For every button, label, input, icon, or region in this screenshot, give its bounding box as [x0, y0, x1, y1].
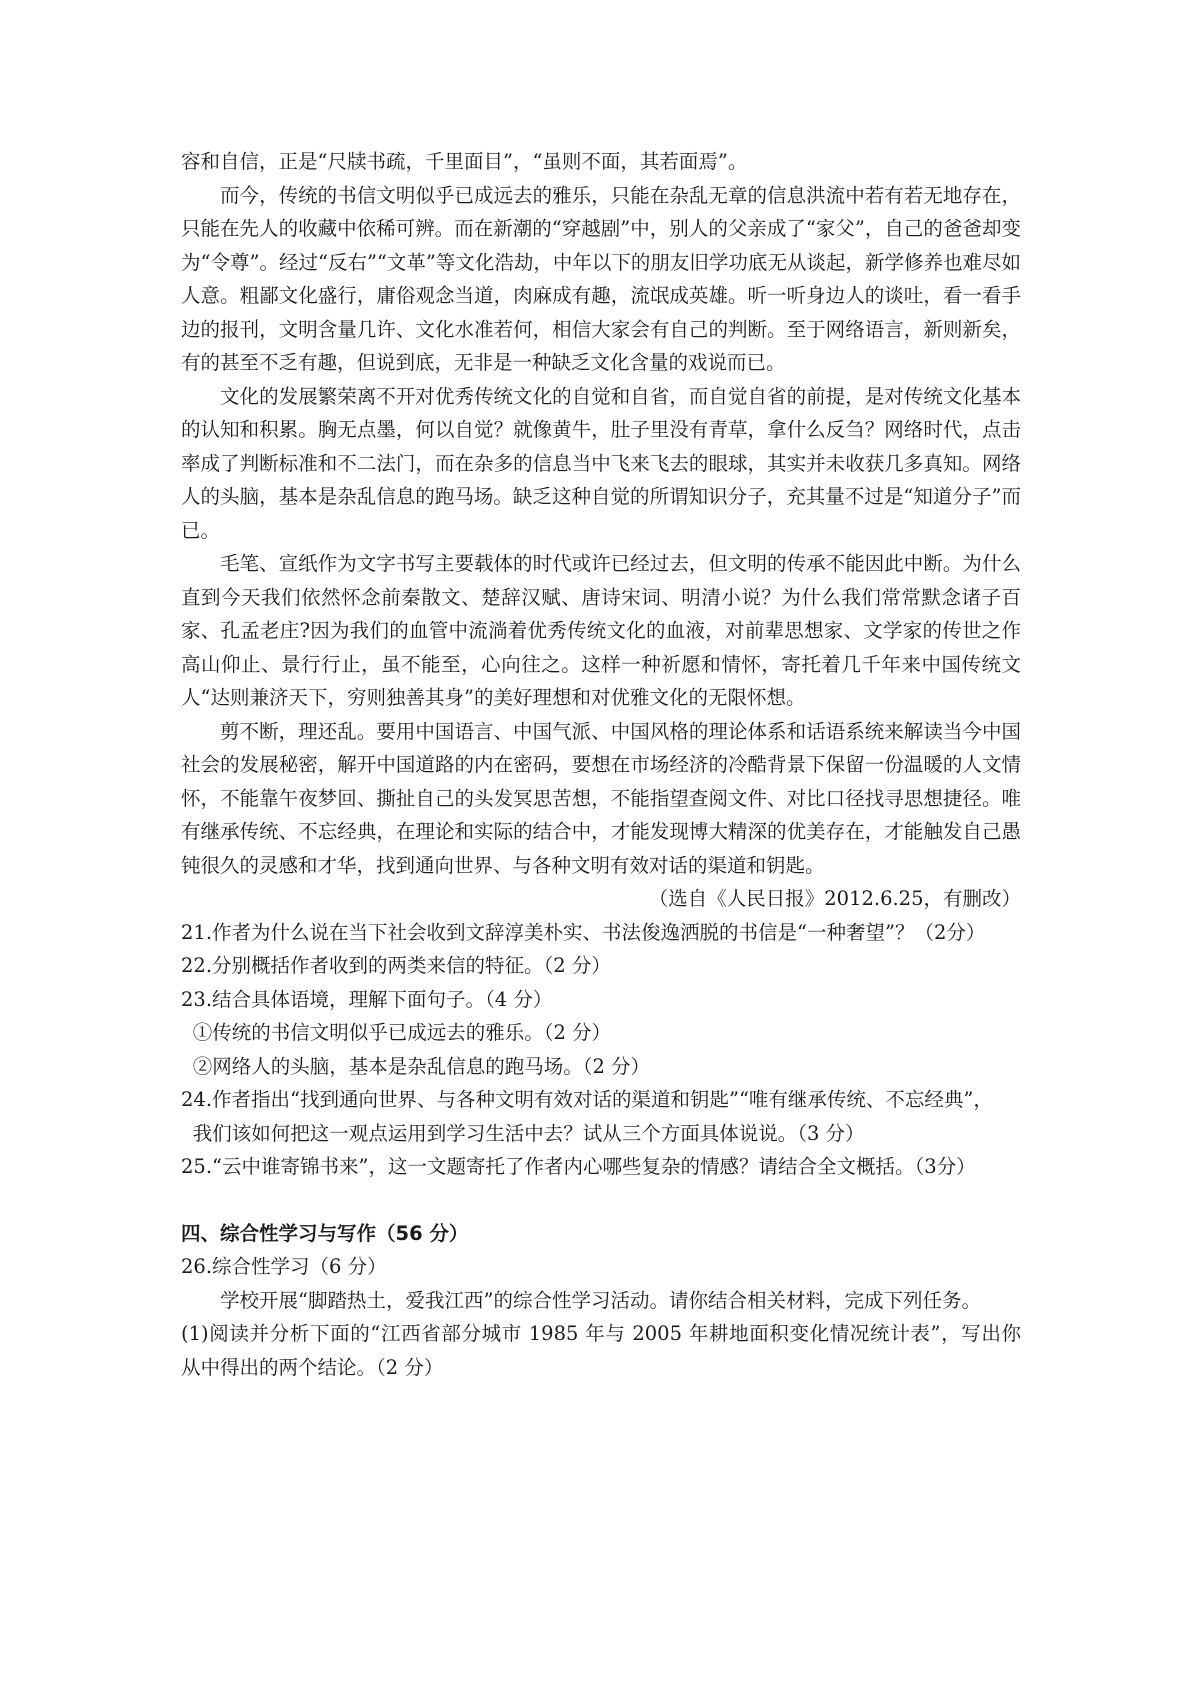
question-23-item-2: ②网络人的头脑，基本是杂乱信息的跑马场。（2 分）	[192, 1054, 651, 1078]
question-24: 24.作者指出“找到通向世界、与各种文明有效对话的渠道和钥匙”“唯有继承传统、不忘经典”，	[181, 1088, 993, 1111]
question-25: 25.“云中谁寄锦书来”，这一文题寄托了作者内心哪些复杂的情感？请结合全文概括。（3分）	[181, 1155, 976, 1178]
question-26-intro: 学校开展“脚踏热土，爱我江西”的综合性学习活动。请你结合相关材料，完成下列任务。	[220, 1288, 981, 1312]
document-page	[181, 145, 1041, 1384]
article-paragraph-2: 文化的发展繁荣离不开对优秀传统文化的自觉和自省，而自觉自省的前提，是对传统文化基本的认知和积累。胸无点墨，何以自觉？就像黄牛，肚子里没有青草，拿什么反刍？网络时代，点击率成了判断标准和不二法门，而在杂多的信息当中飞来飞去的眼球，其实并未收获几多真知。网络人的头脑，基本是杂乱信息的跑马场。缺乏这种自觉的所谓知识分子，充其量不过是“知道分子”而已。	[181, 384, 1021, 542]
question-22: 22.分别概括作者收到的两类来信的特征。（2 分）	[181, 954, 611, 977]
question-24-continuation: 我们该如何把这一观点运用到学习生活中去？试从三个方面具体说说。（3 分）	[192, 1121, 865, 1145]
article-source: （选自《人民日报》2012.6.25，有删改）	[648, 887, 1021, 910]
article-paragraph-1: 而今，传统的书信文明似乎已成远去的雅乐，只能在杂乱无章的信息洪流中若有若无地存在，只能在先人的收藏中依稀可辨。而在新潮的“穿越剧”中，别人的父亲成了“家父”，自己的爸爸却变为“令尊”。经过“反右”“文革”等文化浩劫，中年以下的朋友旧学功底无从谈起，新学修养也难尽如人意。粗鄙文化盛行，庸俗观念当道，肉麻成有趣，流氓成英雄。听一听身边人的谈吐，看一看手边的报刊，文明含量几许、文化水准若何，相信大家会有自己的判断。至于网络语言，新则新矣，有的甚至不乏有趣，但说到底，无非是一种缺乏文化含量的戏说而已。	[181, 183, 1021, 374]
article-paragraph-0: 容和自信，正是“尺牍书疏，千里面目”，“虽则不面，其若面焉”。	[181, 150, 748, 173]
section-4-title: 四、综合性学习与写作（56 分）	[181, 1221, 469, 1245]
question-23-item-1: ①传统的书信文明似乎已成远去的雅乐。（2 分）	[192, 1021, 612, 1044]
question-23: 23.结合具体语境，理解下面句子。（4 分）	[181, 987, 553, 1011]
question-26: 26.综合性学习（6 分）	[181, 1255, 387, 1278]
question-26-task-1: (1)阅读并分析下面的“江西省部分城市 1985 年与 2005 年耕地面积变化情况统计表”，写出你 从中得出的两个结论。（2 分）	[181, 1322, 1041, 1379]
article-paragraph-3: 毛笔、宣纸作为文字书写主要载体的时代或许已经过去，但文明的传承不能因此中断。为什么直到今天我们依然怀念前秦散文、楚辞汉赋、唐诗宋词、明清小说？为什么我们常常默念诸子百家、孔孟老庄?因为我们的血管中流淌着优秀传统文化的血液，对前辈思想家、文学家的传世之作高山仰止、景行行止，虽不能至，心向往之。这样一种祈愿和情怀，寄托着几千年来中国传统文人“达则兼济天下，穷则独善其身”的美好理想和对优雅文化的无限怀想。	[181, 552, 1021, 709]
question-21: 21.作者为什么说在当下社会收到文辞淳美朴实、书法俊逸洒脱的书信是“一种奢望”？（2分）	[181, 920, 986, 944]
article-paragraph-4: 剪不断，理还乱。要用中国语言、中国气派、中国风格的理论体系和话语系统来解读当今中国社会的发展秘密，解开中国道路的内在密码，要想在市场经济的冷酷背景下保留一份温暖的人文情怀，不能靠午夜梦回、撕扯自己的头发冥思苦想，不能指望查阅文件、对比口径找寻思想捷径。唯有继承传统、不忘经典，在理论和实际的结合中，才能发现博大精深的优美存在，才能触发自己愚钝很久的灵感和才华，找到通向世界、与各种文明有效对话的渠道和钥匙。	[181, 719, 1021, 877]
